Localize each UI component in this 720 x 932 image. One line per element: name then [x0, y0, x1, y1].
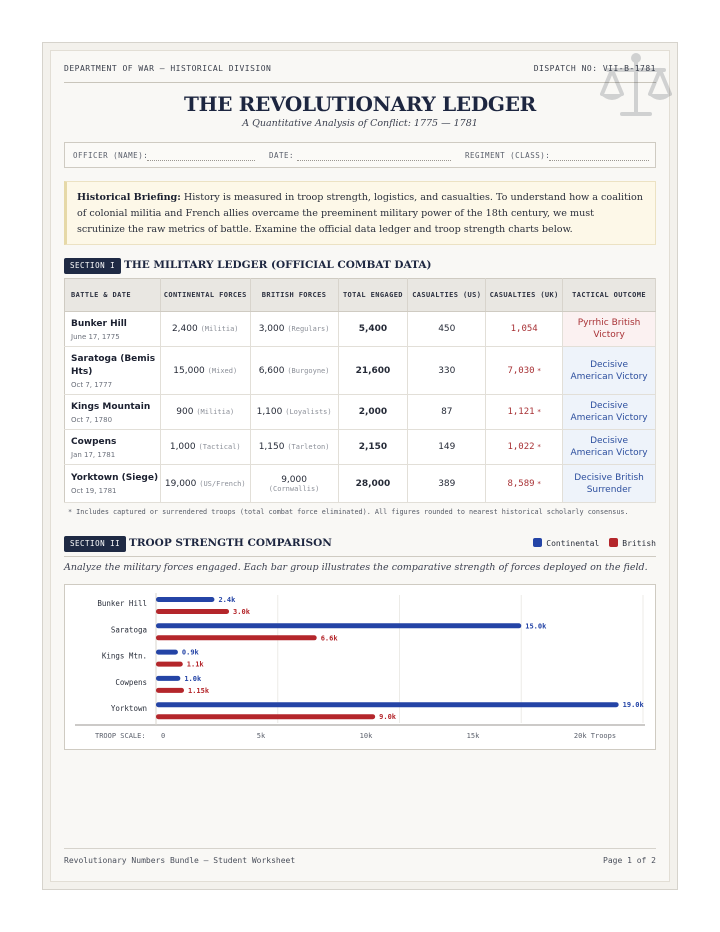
- continental-cell: [160, 312, 250, 347]
- date-label: DATE:: [269, 151, 295, 160]
- x-axis-label: TROOP SCALE:: [95, 732, 146, 740]
- col-header-total: TOTAL ENGAGED: [338, 279, 408, 312]
- casualties-uk-cell: [486, 465, 563, 503]
- date-field[interactable]: [297, 160, 451, 161]
- tactical-outcome: Decisive British Surrender: [563, 465, 656, 503]
- total-engaged-value: 2,000: [338, 395, 408, 430]
- dispatch-header: [64, 64, 656, 73]
- footnote-marker: *: [537, 366, 541, 375]
- casualties-uk-value: 7,030: [507, 365, 535, 376]
- x-tick-label: 20k Troops: [573, 732, 617, 740]
- continental-value: 1,000: [169, 442, 196, 452]
- regiment-field[interactable]: [549, 160, 649, 161]
- troop-strength-chart: [64, 584, 656, 750]
- col-header-battle: BATTLE & DATE: [65, 279, 161, 312]
- battle-date: Oct 7, 1780: [71, 415, 113, 424]
- bar-continental: [156, 623, 521, 628]
- continental-value: 19,000: [164, 478, 197, 489]
- bar-value-label: 19.0k: [622, 701, 644, 710]
- table-row: [65, 465, 656, 503]
- military-ledger-table: [64, 278, 656, 503]
- footer-divider: [64, 848, 656, 849]
- table-row: [65, 395, 656, 430]
- continental-cell: [160, 430, 250, 465]
- continental-qualifier: (US/French): [199, 479, 246, 488]
- page-subtitle: A Quantitative Analysis of Conflict: 1775 — 1781: [242, 118, 478, 129]
- dispatch-number: DISPATCH NO: VII-B-1781: [533, 64, 656, 73]
- casualties-uk-value: 1,054: [510, 324, 538, 334]
- battle-name: Saratoga (Bemis Hts): [71, 353, 156, 377]
- legend-label-british: British: [622, 539, 656, 548]
- battle-cell: [65, 395, 161, 430]
- section-2-badge: SECTION II: [64, 536, 126, 552]
- british-value: 6,600: [258, 365, 285, 376]
- casualties-uk-value: 8,589: [507, 478, 535, 489]
- tactical-outcome: Decisive American Victory: [563, 347, 656, 395]
- page-title: THE REVOLUTIONARY LEDGER: [184, 92, 536, 116]
- continental-cell: [160, 395, 250, 430]
- legend-item-british: [609, 538, 656, 548]
- battle-name: Cowpens: [71, 436, 117, 447]
- chart-legend: [533, 538, 656, 548]
- british-cell: [250, 430, 338, 465]
- x-tick-label: 0: [161, 732, 166, 740]
- officer-name-label: OFFICER (NAME):: [73, 151, 149, 160]
- col-header-casualties-us: CASUALTIES (US): [408, 279, 486, 312]
- british-value: 1,150: [258, 442, 285, 452]
- casualties-us-value: 450: [408, 312, 486, 347]
- continental-qualifier: (Mixed): [207, 366, 238, 375]
- regiment-label: REGIMENT (CLASS):: [465, 151, 551, 160]
- battle-date: Jan 17, 1781: [71, 450, 116, 459]
- battle-cell: [65, 347, 161, 395]
- continental-value: 900: [176, 407, 194, 417]
- bar-british: [156, 609, 229, 614]
- legend-item-continental: [533, 538, 599, 548]
- battle-date: Oct 19, 1781: [71, 487, 117, 495]
- casualties-uk-value: 1,022: [507, 442, 535, 452]
- british-qualifier: (Regulars): [287, 325, 330, 333]
- footer-bundle-label: Revolutionary Numbers Bundle — Student Worksheet: [64, 856, 296, 865]
- table-row: [65, 312, 656, 347]
- continental-value: 2,400: [171, 324, 198, 334]
- continental-qualifier: (Militia): [200, 325, 239, 333]
- x-tick-label: 10k: [359, 732, 373, 740]
- tactical-outcome: Decisive American Victory: [563, 430, 656, 465]
- department-label: DEPARTMENT OF WAR — HISTORICAL DIVISION: [64, 64, 272, 73]
- footnote-marker: *: [537, 479, 541, 488]
- casualties-uk-cell: [486, 395, 563, 430]
- legend-label-continental: Continental: [546, 539, 600, 548]
- bar-british: [156, 688, 184, 693]
- battle-date: Oct 7, 1777: [71, 380, 113, 389]
- bar-continental: [156, 650, 178, 655]
- category-label: Kings Mtn.: [101, 651, 147, 661]
- officer-name-field[interactable]: [147, 160, 255, 161]
- bar-value-label: 6.6k: [320, 634, 338, 643]
- british-cell: [250, 465, 338, 503]
- bar-continental: [156, 597, 214, 602]
- total-engaged-value: 5,400: [338, 312, 408, 347]
- troop-strength-chart-svg: [65, 585, 655, 749]
- bar-british: [156, 714, 375, 719]
- british-qualifier: (Burgoyne): [287, 366, 330, 375]
- continental-qualifier: (Tactical): [198, 443, 241, 451]
- bar-value-label: 9.0k: [379, 713, 397, 722]
- british-value: 3,000: [258, 324, 285, 334]
- bar-value-label: 1.0k: [184, 674, 202, 683]
- casualties-us-value: 330: [408, 347, 486, 395]
- british-value: 9,000: [281, 474, 307, 485]
- category-label: Bunker Hill: [97, 599, 147, 608]
- total-engaged-value: 2,150: [338, 430, 408, 465]
- briefing-text: History is measured in troop strength, logistics, and casualties. To understand how a coalition of colonial militia and French allies overcame the preeminent military power of the 18th century, we must scrutinize the raw metrics of battle. Examine the official data ledger and troop strength charts below.: [77, 192, 643, 235]
- bar-value-label: 3.0k: [233, 608, 250, 616]
- table-row: [65, 347, 656, 395]
- footnote-marker: *: [537, 408, 541, 416]
- table-footnote: * Includes captured or surrendered troops (total combat force eliminated). All figures rounded to nearest historical scholarly consensus.: [68, 508, 629, 516]
- table-row: [65, 430, 656, 465]
- footer-page-number: Page 1 of 2: [603, 856, 656, 865]
- bar-british: [156, 635, 317, 640]
- continental-cell: [160, 465, 250, 503]
- british-swatch: [609, 538, 618, 547]
- bar-british: [156, 662, 183, 667]
- casualties-uk-cell: [486, 347, 563, 395]
- section-1-badge: SECTION I: [64, 258, 121, 274]
- bar-value-label: 1.1k: [186, 660, 204, 669]
- bar-continental: [156, 676, 180, 681]
- col-header-casualties-uk: CASUALTIES (UK): [486, 279, 563, 312]
- x-tick-label: 5k: [256, 732, 266, 740]
- continental-qualifier: (Militia): [196, 408, 235, 416]
- total-engaged-value: 28,000: [338, 465, 408, 503]
- battle-cell: [65, 312, 161, 347]
- bar-value-label: 1.15k: [188, 686, 210, 695]
- x-tick-label: 15k: [466, 732, 480, 740]
- battle-cell: [65, 430, 161, 465]
- casualties-uk-cell: [486, 430, 563, 465]
- chart-intro-text: Analyze the military forces engaged. Each bar group illustrates the comparative strength of forces deployed on the field.: [64, 562, 648, 573]
- battle-name: Kings Mountain: [71, 401, 151, 412]
- category-label: Saratoga: [110, 625, 147, 635]
- section-1-header: [64, 258, 656, 276]
- col-header-outcome: TACTICAL OUTCOME: [563, 279, 656, 312]
- section-1-title: THE MILITARY LEDGER (OFFICIAL COMBAT DATA): [124, 259, 432, 271]
- continental-swatch: [533, 538, 542, 547]
- table-header-row: [65, 279, 656, 312]
- bar-value-label: 0.9k: [181, 648, 199, 657]
- category-label: Cowpens: [115, 677, 147, 687]
- continental-value: 15,000: [173, 365, 205, 376]
- bar-continental: [156, 702, 619, 707]
- casualties-uk-cell: [486, 312, 563, 347]
- section-2-divider: [64, 556, 656, 557]
- casualties-uk-value: 1,121: [507, 407, 535, 417]
- battle-cell: [65, 465, 161, 503]
- british-qualifier: (Cornwallis): [268, 484, 320, 493]
- officer-info-box: [64, 142, 656, 168]
- briefing-label: Historical Briefing:: [77, 192, 181, 203]
- battle-name: Yorktown (Siege): [71, 473, 159, 483]
- col-header-continental: CONTINENTAL FORCES: [160, 279, 250, 312]
- casualties-us-value: 389: [408, 465, 486, 503]
- british-cell: [250, 347, 338, 395]
- category-label: Yorktown: [110, 704, 147, 714]
- footnote-marker: *: [537, 443, 541, 451]
- battle-name: Bunker Hill: [71, 318, 127, 329]
- page-footer: [64, 856, 656, 865]
- total-engaged-value: 21,600: [338, 347, 408, 395]
- section-2-title: TROOP STRENGTH COMPARISON: [129, 537, 332, 549]
- battle-date: June 17, 1775: [71, 332, 120, 341]
- continental-cell: [160, 347, 250, 395]
- casualties-us-value: 87: [408, 395, 486, 430]
- header-divider: [64, 82, 656, 83]
- bar-value-label: 15.0k: [525, 622, 547, 631]
- tactical-outcome: Decisive American Victory: [563, 395, 656, 430]
- british-qualifier: (Loyalists): [285, 408, 332, 416]
- british-cell: [250, 395, 338, 430]
- historical-briefing: [64, 181, 656, 245]
- tactical-outcome: Pyrrhic British Victory: [563, 312, 656, 347]
- worksheet-page: [64, 56, 656, 876]
- british-value: 1,100: [256, 407, 283, 417]
- british-cell: [250, 312, 338, 347]
- bar-value-label: 2.4k: [218, 596, 236, 604]
- col-header-british: BRITISH FORCES: [250, 279, 338, 312]
- casualties-us-value: 149: [408, 430, 486, 465]
- british-qualifier: (Tarleton): [287, 443, 330, 451]
